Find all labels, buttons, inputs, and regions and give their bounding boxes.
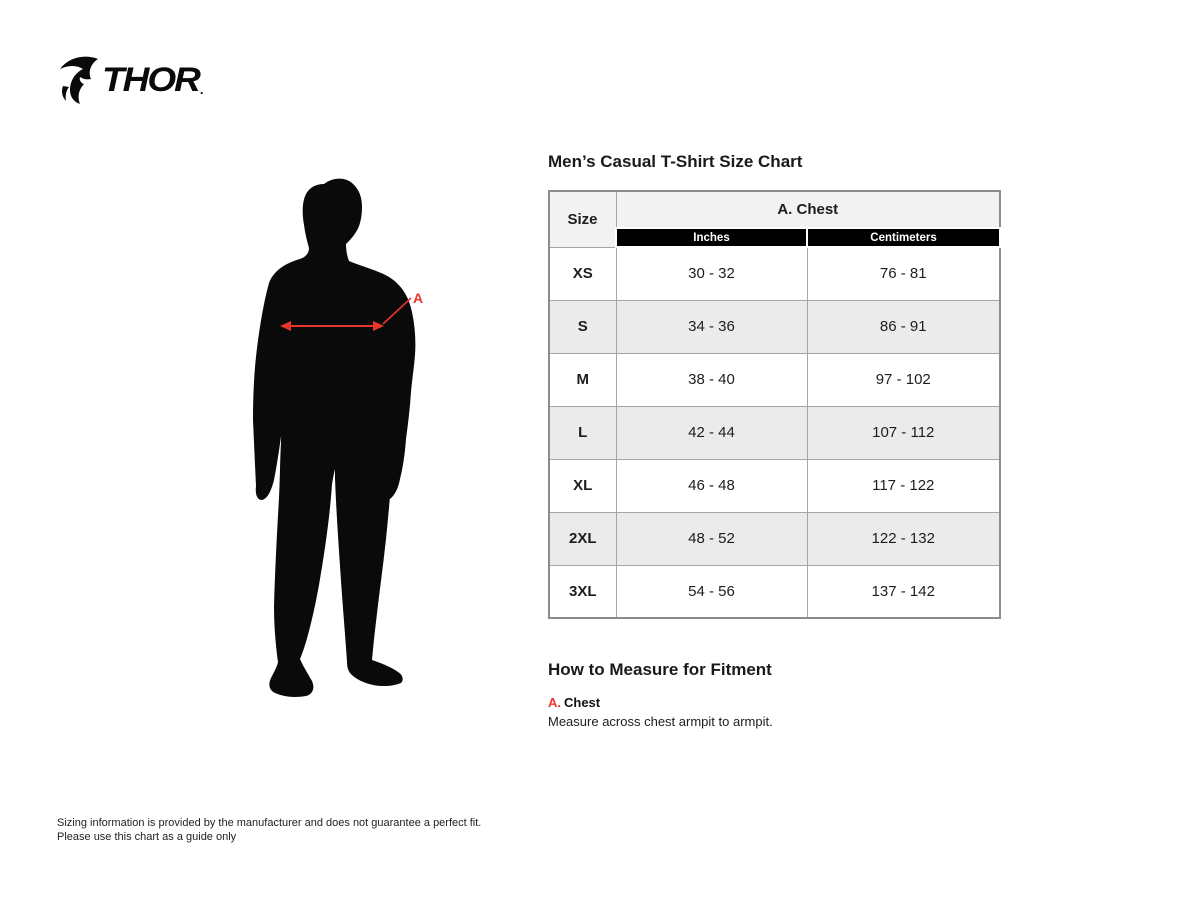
inches-value: 48 - 52 xyxy=(616,512,807,565)
inches-value: 54 - 56 xyxy=(616,565,807,618)
sizing-disclaimer xyxy=(57,817,481,844)
thor-helmet-icon xyxy=(57,56,101,104)
centimeters-value: 107 - 112 xyxy=(807,406,1000,459)
measure-description: Measure across chest armpit to armpit. xyxy=(548,714,773,729)
table-row xyxy=(549,353,1000,406)
measure-key: A. xyxy=(548,695,561,710)
size-value: XL xyxy=(549,459,616,512)
inches-value: 34 - 36 xyxy=(616,300,807,353)
measure-item-chest xyxy=(548,695,1000,729)
how-to-measure-heading: How to Measure for Fitment xyxy=(548,660,772,679)
male-silhouette-graphic xyxy=(240,170,460,720)
inches-value: 38 - 40 xyxy=(616,353,807,406)
size-chart-title: Men’s Casual T-Shirt Size Chart xyxy=(548,152,803,171)
size-value: 3XL xyxy=(549,565,616,618)
column-header-inches: Inches xyxy=(616,228,807,247)
thor-logo xyxy=(57,56,203,104)
size-chart-section xyxy=(548,145,1000,729)
thor-logo-text: THOR xyxy=(102,60,199,99)
table-row xyxy=(549,512,1000,565)
column-header-centimeters: Centimeters xyxy=(807,228,1000,247)
centimeters-value: 97 - 102 xyxy=(807,353,1000,406)
table-row xyxy=(549,300,1000,353)
male-silhouette xyxy=(253,179,415,697)
column-header-chest: A. Chest xyxy=(616,191,1000,228)
size-value: S xyxy=(549,300,616,353)
size-value: M xyxy=(549,353,616,406)
centimeters-value: 117 - 122 xyxy=(807,459,1000,512)
inches-value: 42 - 44 xyxy=(616,406,807,459)
disclaimer-line-2: Please use this chart as a guide only xyxy=(57,830,237,843)
centimeters-value: 76 - 81 xyxy=(807,247,1000,300)
disclaimer-line-1: Sizing information is provided by the manufacturer and does not guarantee a perfect fit. xyxy=(57,817,482,829)
thor-logo-dot: . xyxy=(199,82,204,97)
size-chart-table xyxy=(548,190,1001,619)
size-value: L xyxy=(549,406,616,459)
inches-value: 30 - 32 xyxy=(616,247,807,300)
table-row xyxy=(549,459,1000,512)
column-header-size: Size xyxy=(549,191,616,247)
size-value: 2XL xyxy=(549,512,616,565)
inches-value: 46 - 48 xyxy=(616,459,807,512)
table-row xyxy=(549,247,1000,300)
centimeters-value: 122 - 132 xyxy=(807,512,1000,565)
centimeters-value: 86 - 91 xyxy=(807,300,1000,353)
measure-label: Chest xyxy=(564,695,601,710)
size-value: XS xyxy=(549,247,616,300)
measurement-label-a: A xyxy=(413,290,424,306)
table-row xyxy=(549,406,1000,459)
measurement-figure xyxy=(240,170,460,720)
centimeters-value: 137 - 142 xyxy=(807,565,1000,618)
table-row xyxy=(549,565,1000,618)
